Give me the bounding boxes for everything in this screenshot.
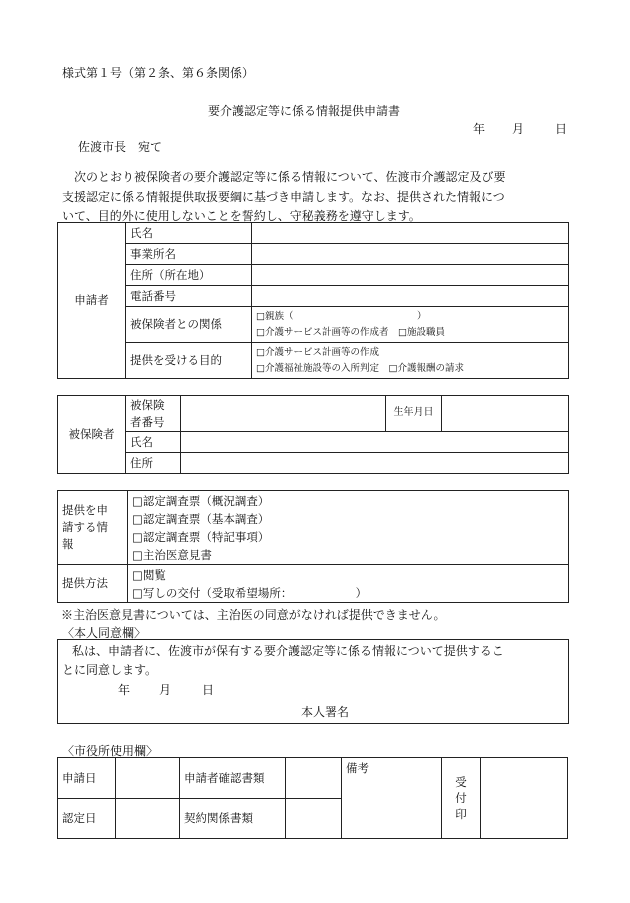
intro-line-3: いて、目的外に使用しないことを誓約し、守秘義務を遵守します。 (62, 209, 421, 223)
insured-address-label: 住所 (126, 453, 181, 474)
method-option-view[interactable]: □閲覧 (132, 567, 166, 582)
consent-box (57, 639, 569, 724)
applicant-address-field[interactable] (252, 265, 569, 286)
insured-table (57, 395, 569, 474)
signature-label: 本人署名 (301, 705, 350, 719)
insured-number-label-line1: 被保険 (130, 397, 165, 412)
applicant-phone-field[interactable] (252, 286, 569, 307)
purpose-option-admission-fees[interactable]: □介護福祉施設等の入所判定 □介護報酬の請求 (256, 362, 464, 374)
applicant-office-field[interactable] (252, 244, 569, 265)
info-request-label-line1: 提供を申 (62, 503, 108, 518)
method-options[interactable] (128, 565, 569, 603)
info-request-label-line2: 請する情 (62, 520, 108, 535)
insured-number-label-line2: 者番号 (130, 414, 165, 429)
intro-line-2: 支援認定に係る情報提供取扱要綱に基づき申請します。なお、提供された情報につ (62, 190, 505, 204)
receipt-stamp-field[interactable] (481, 758, 568, 839)
remarks-cell[interactable] (342, 758, 442, 839)
date-year: 年 (473, 122, 486, 136)
birthdate-field[interactable] (442, 396, 569, 432)
insured-section-label: 被保険者 (58, 396, 126, 474)
applicant-office-label: 事業所名 (126, 244, 252, 265)
applicant-section-label: 申請者 (58, 223, 126, 379)
relation-option-family[interactable]: □親族（ ） (256, 311, 427, 323)
addressee: 佐渡市長 宛て (78, 140, 163, 154)
applicant-table (57, 222, 569, 379)
insured-name-field[interactable] (181, 432, 569, 453)
consent-heading: 〈本人同意欄〉 (62, 626, 147, 640)
consent-date-day: 日 (202, 683, 215, 697)
receipt-stamp-char-1: 受 (455, 775, 467, 789)
relation-options[interactable] (252, 307, 569, 343)
page-title: 要介護認定等に係る情報提供申請書 (208, 104, 401, 118)
relation-label: 被保険者との関係 (126, 307, 252, 343)
info-option-doctor-opinion[interactable]: □主治医意見書 (132, 547, 212, 562)
relation-option-planner-staff[interactable]: □介護サービス計画等の作成者 □施設職員 (256, 326, 445, 338)
receipt-stamp-char-2: 付 (455, 791, 467, 805)
office-use-table (57, 757, 568, 839)
consent-line-2: とに同意します。 (62, 663, 158, 677)
consent-date-year: 年 (118, 683, 131, 697)
info-option-special[interactable]: □認定調査票（特記事項） (132, 529, 270, 544)
applicant-docs-field[interactable] (286, 758, 342, 799)
office-use-heading: 〈市役所使用欄〉 (62, 744, 159, 758)
receipt-stamp-char-3: 印 (455, 807, 467, 821)
applicant-phone-label: 電話番号 (126, 286, 252, 307)
purpose-option-care-plan[interactable]: □介護サービス計画等の作成 (256, 347, 379, 359)
applicant-name-label: 氏名 (126, 223, 252, 244)
insured-name-label: 氏名 (126, 432, 181, 453)
date-month: 月 (512, 122, 525, 136)
purpose-label: 提供を受ける目的 (126, 343, 252, 379)
application-date-field[interactable] (116, 758, 180, 799)
intro-line-1: 次のとおり被保険者の要介護認定等に係る情報について、佐渡市介護認定及び要 (74, 170, 506, 184)
info-request-table (57, 490, 569, 603)
doctor-consent-note: ※主治医意見書については、主治医の同意がなければ提供できません。 (61, 608, 446, 622)
purpose-options[interactable] (252, 343, 569, 379)
method-label: 提供方法 (58, 565, 128, 603)
birthdate-label: 生年月日 (386, 396, 442, 432)
applicant-address-label: 住所（所在地） (126, 265, 252, 286)
info-request-options[interactable] (128, 491, 569, 565)
info-request-label (58, 491, 128, 565)
info-option-overview[interactable]: □認定調査票（概況調査） (132, 493, 270, 508)
date-day: 日 (555, 122, 568, 136)
insured-address-field[interactable] (181, 453, 569, 474)
contract-docs-field[interactable] (286, 799, 342, 839)
receipt-stamp-label (442, 758, 481, 839)
application-date-label: 申請日 (58, 758, 116, 799)
applicant-name-field[interactable] (252, 223, 569, 244)
info-option-basic[interactable]: □認定調査票（基本調査） (132, 511, 270, 526)
certification-date-label: 認定日 (58, 799, 116, 839)
insured-number-label (126, 396, 181, 432)
consent-date-month: 月 (159, 683, 172, 697)
consent-line-1: 私は、申請者に、佐渡市が保有する要介護認定等に係る情報について提供するこ (72, 644, 504, 658)
insured-number-field[interactable] (181, 396, 386, 432)
form-number: 様式第１号（第２条、第６条関係） (62, 66, 255, 80)
info-request-label-line3: 報 (62, 536, 74, 551)
method-option-copy[interactable]: □写しの交付（受取希望場所： ） (132, 585, 368, 600)
remarks-label: 備考 (346, 761, 369, 775)
applicant-docs-label: 申請者確認書類 (180, 758, 286, 799)
contract-docs-label: 契約関係書類 (180, 799, 286, 839)
certification-date-field[interactable] (116, 799, 180, 839)
